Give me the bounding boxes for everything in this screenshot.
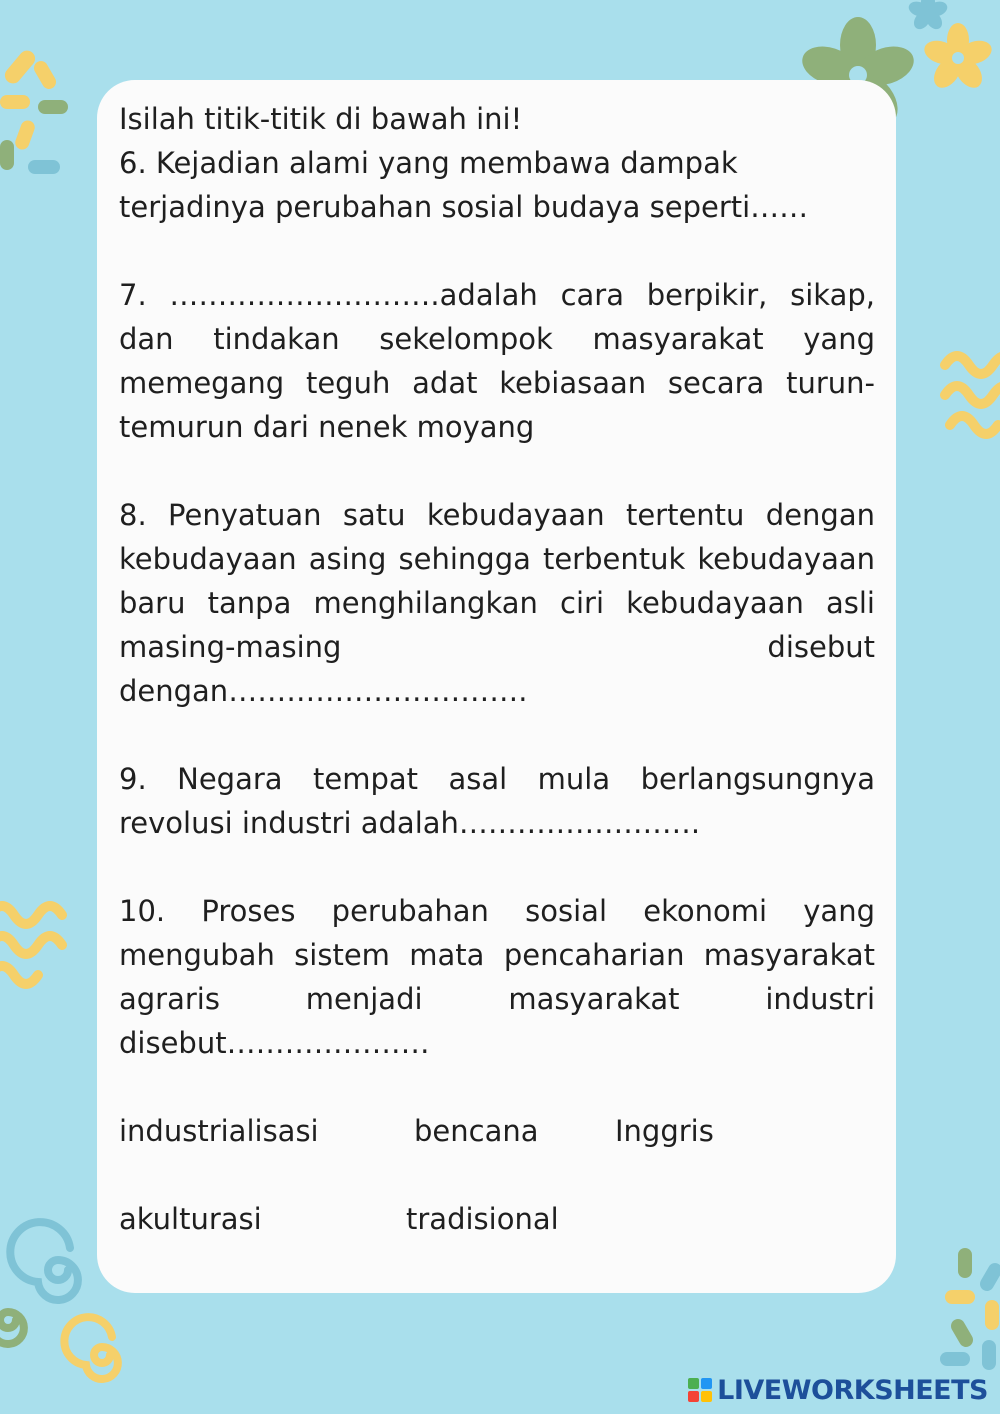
question-10-line-1: 10. Proses perubahan sosial ekonomi yang	[119, 894, 875, 928]
word-bank-item: tradisional	[406, 1202, 559, 1236]
question-7: 7. ……………………….adalah cara berpikir, sikap, dan tindakan sekelompok masyarakat yang memegang teguh adat kebiasaan secara turun-temurun dari nenek moyang	[119, 278, 875, 444]
confetti-bottom-right	[940, 1248, 1000, 1370]
brand-text: LIVEWORKSHEETS	[717, 1374, 988, 1406]
instruction: Isilah titik-titik di bawah ini!	[119, 102, 523, 136]
word-bank-item: Inggris	[615, 1114, 714, 1148]
logo-square	[688, 1391, 699, 1402]
logo-square	[701, 1391, 712, 1402]
squiggle-right	[945, 356, 1000, 434]
logo-square	[688, 1378, 699, 1389]
question-8: 8. Penyatuan satu kebudayaan tertentu dengan kebudayaan asing sehingga terbentuk kebudayaan baru tanpa menghilangkan ciri kebudayaan asli masing-masing disebut dengan………………………….	[119, 498, 875, 708]
question-9-line-2: revolusi industri adalah…………………….	[119, 806, 701, 840]
logo-square	[701, 1378, 712, 1389]
question-6	[119, 141, 875, 229]
question-9	[119, 757, 875, 845]
question-10-line-2: mengubah sistem mata pencaharian masyarakat	[119, 938, 875, 972]
question-9-line-1: 9. Negara tempat asal mula berlangsungnya	[119, 762, 875, 796]
question-10-line-3: agraris menjadi masyarakat industri	[119, 982, 875, 1016]
word-bank-row-2	[119, 1197, 875, 1241]
squiggle-left	[0, 906, 62, 984]
question-10-line-4: disebut…………………	[119, 1026, 430, 1060]
worksheet-content	[119, 97, 875, 1241]
confetti-top-left	[0, 47, 68, 174]
question-6-line-1: 6. Kejadian alami yang membawa dampak	[119, 146, 738, 180]
word-bank-row-1	[119, 1109, 875, 1153]
word-bank-item: bencana	[414, 1114, 539, 1148]
liveworksheets-logo-icon	[688, 1378, 712, 1402]
question-10	[119, 889, 875, 1065]
word-bank-item: industrialisasi	[119, 1114, 319, 1148]
question-6-line-2: terjadinya perubahan sosial budaya seperti……	[119, 190, 809, 224]
liveworksheets-brand[interactable]	[688, 1373, 988, 1407]
word-bank-item: akulturasi	[119, 1202, 262, 1236]
